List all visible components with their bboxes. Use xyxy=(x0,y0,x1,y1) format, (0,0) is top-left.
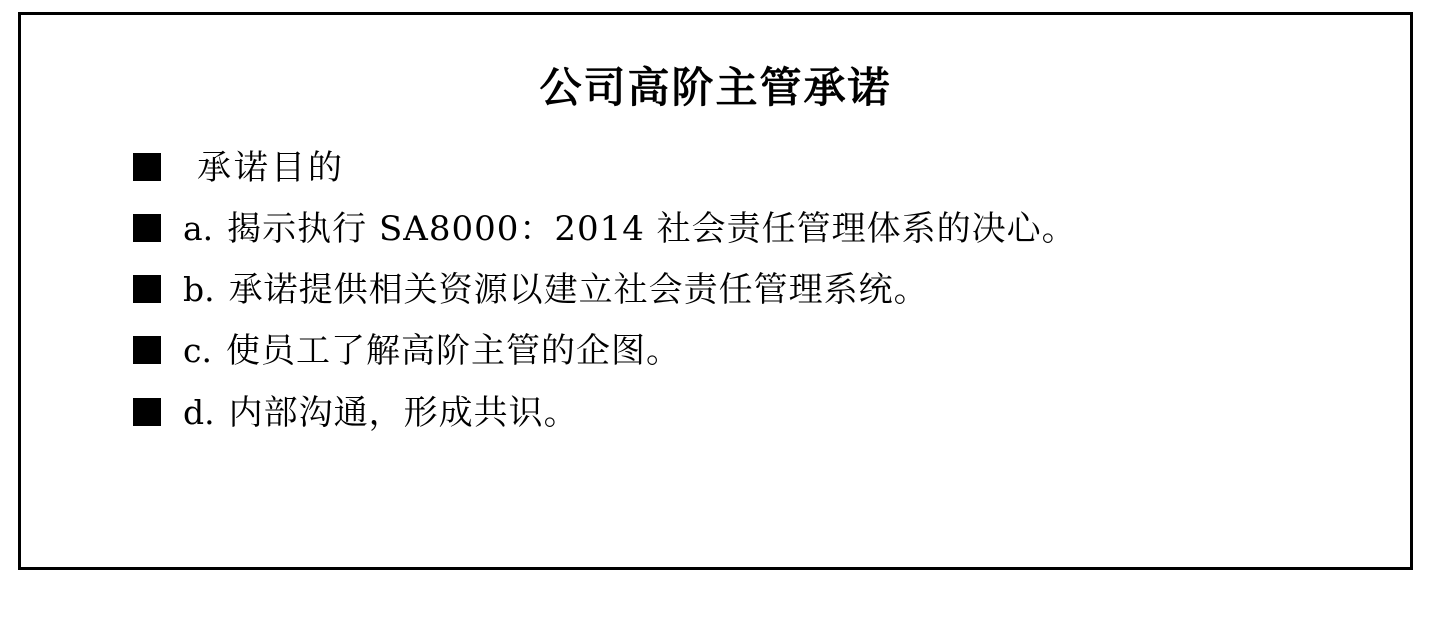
list-item-text: 承诺目的 xyxy=(197,148,345,189)
list-item-text: 承诺提供相关资源以建立社会责任管理系统。 xyxy=(228,270,929,311)
list-item-text: 揭示执行 SA8000：2014 社会责任管理体系的决心。 xyxy=(227,209,1077,250)
filled-square-icon xyxy=(133,214,161,242)
list-item-text: 使员工了解高阶主管的企图。 xyxy=(225,331,681,372)
page-title: 公司高阶主管承诺 xyxy=(539,63,892,112)
list-item xyxy=(21,394,1410,433)
filled-square-icon xyxy=(133,336,161,364)
list-item xyxy=(21,210,1410,249)
bullet-list xyxy=(21,149,1410,432)
list-item xyxy=(21,149,1410,188)
list-item-label: a. xyxy=(183,209,214,249)
list-item-label: c. xyxy=(183,331,212,371)
slide-border-frame xyxy=(18,12,1413,570)
list-item-label: b. xyxy=(183,270,215,310)
list-item xyxy=(21,332,1410,371)
filled-square-icon xyxy=(133,153,161,181)
slide-content xyxy=(21,65,1410,617)
filled-square-icon xyxy=(133,398,161,426)
list-item-text: 内部沟通，形成共识。 xyxy=(228,392,579,433)
list-item-label: d. xyxy=(183,392,215,432)
list-item xyxy=(21,271,1410,310)
filled-square-icon xyxy=(133,275,161,303)
